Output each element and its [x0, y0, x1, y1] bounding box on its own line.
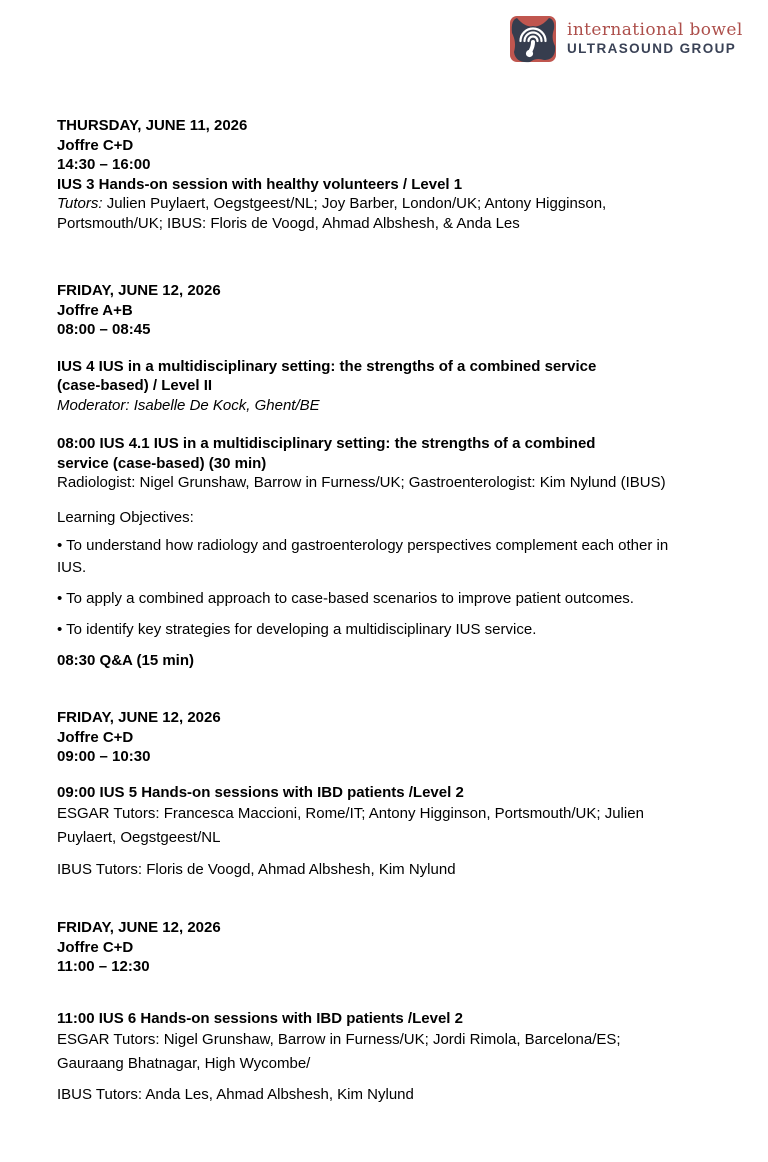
- program-block-ius4-1: [57, 434, 737, 670]
- brand-line-2: ULTRASOUND GROUP: [567, 41, 737, 56]
- session-room: Joffre C+D: [57, 938, 134, 956]
- objective-item: • To apply a combined approach to case-based scenarios to improve patient outcomes.: [57, 589, 634, 607]
- objectives-heading: Learning Objectives:: [57, 508, 194, 526]
- session-time: 08:00 – 08:45: [57, 321, 151, 338]
- tutors-line: Gauraang Bhatnagar, High Wycombe/: [57, 1055, 311, 1072]
- agenda-item-title: service (case-based) (30 min): [57, 454, 267, 472]
- session-room: Joffre C+D: [57, 136, 134, 154]
- moderator-line: Moderator: Isabelle De Kock, Ghent/BE: [57, 396, 320, 414]
- tutors-line: Portsmouth/UK; IBUS: Floris de Voogd, Ahmad Albshesh, & Anda Les: [57, 214, 520, 232]
- tutors-label: Tutors:: [57, 195, 103, 212]
- ibus-logo-wordmark: [567, 21, 743, 57]
- session-title: 11:00 IUS 6 Hands-on sessions with IBD patients /Level 2: [57, 1009, 463, 1027]
- program-block-ius5: [57, 708, 737, 882]
- qa-line: 08:30 Q&A (15 min): [57, 651, 194, 669]
- tutors-names: Julien Puylaert, Oegstgeest/NL; Joy Barber, London/UK; Antony Higginson,: [102, 195, 607, 212]
- program-block-ius3: [57, 116, 737, 233]
- ibus-tutors: IBUS Tutors: Floris de Voogd, Ahmad Albshesh, Kim Nylund: [57, 861, 456, 878]
- session-title: 09:00 IUS 5 Hands-on sessions with IBD patients /Level 2: [57, 783, 464, 801]
- session-title: (case-based) / Level II: [57, 377, 213, 394]
- session-date: FRIDAY, JUNE 12, 2026: [57, 709, 221, 726]
- program-block-ius6: [57, 918, 737, 1107]
- esgar-tutors: [57, 1028, 737, 1076]
- brand-line-1: international bowel: [567, 20, 743, 40]
- session-date: THURSDAY, JUNE 11, 2026: [57, 117, 248, 134]
- program-block-ius4-header: [57, 281, 737, 415]
- session-title: IUS 4 IUS in a multidisciplinary setting: the strengths of a combined service: [57, 357, 597, 375]
- session-time: 09:00 – 10:30: [57, 748, 151, 765]
- esgar-tutors: [57, 802, 737, 850]
- objective-item: • To identify key strategies for developing a multidisciplinary IUS service.: [57, 620, 537, 638]
- objective-item: [57, 535, 737, 579]
- session-date: FRIDAY, JUNE 12, 2026: [57, 919, 221, 936]
- speakers-line: Radiologist: Nigel Grunshaw, Barrow in Furness/UK; Gastroenterologist: Kim Nylund (IBUS): [57, 474, 666, 491]
- ibus-logo: [509, 14, 743, 64]
- objective-text: • To understand how radiology and gastroenterology perspectives complement each other in: [57, 536, 669, 554]
- tutors-line: [57, 194, 737, 214]
- session-title: IUS 3 Hands-on session with healthy volunteers / Level 1: [57, 175, 463, 193]
- session-room: Joffre C+D: [57, 728, 134, 746]
- session-time: 14:30 – 16:00: [57, 156, 151, 173]
- tutors-line: ESGAR Tutors: Nigel Grunshaw, Barrow in Furness/UK; Jordi Rimola, Barcelona/ES;: [57, 1031, 621, 1048]
- session-date: FRIDAY, JUNE 12, 2026: [57, 282, 221, 299]
- tutors-line: ESGAR Tutors: Francesca Maccioni, Rome/IT; Antony Higginson, Portsmouth/UK; Julien: [57, 805, 644, 822]
- tutors-line: Puylaert, Oegstgeest/NL: [57, 829, 221, 846]
- ibus-ultrasound-probe-icon: [509, 14, 557, 64]
- session-room: Joffre A+B: [57, 301, 133, 319]
- objective-text: IUS.: [57, 558, 87, 576]
- agenda-item-title: 08:00 IUS 4.1 IUS in a multidisciplinary setting: the strengths of a combined: [57, 435, 596, 452]
- ibus-tutors: IBUS Tutors: Anda Les, Ahmad Albshesh, Kim Nylund: [57, 1086, 414, 1103]
- session-time: 11:00 – 12:30: [57, 958, 150, 975]
